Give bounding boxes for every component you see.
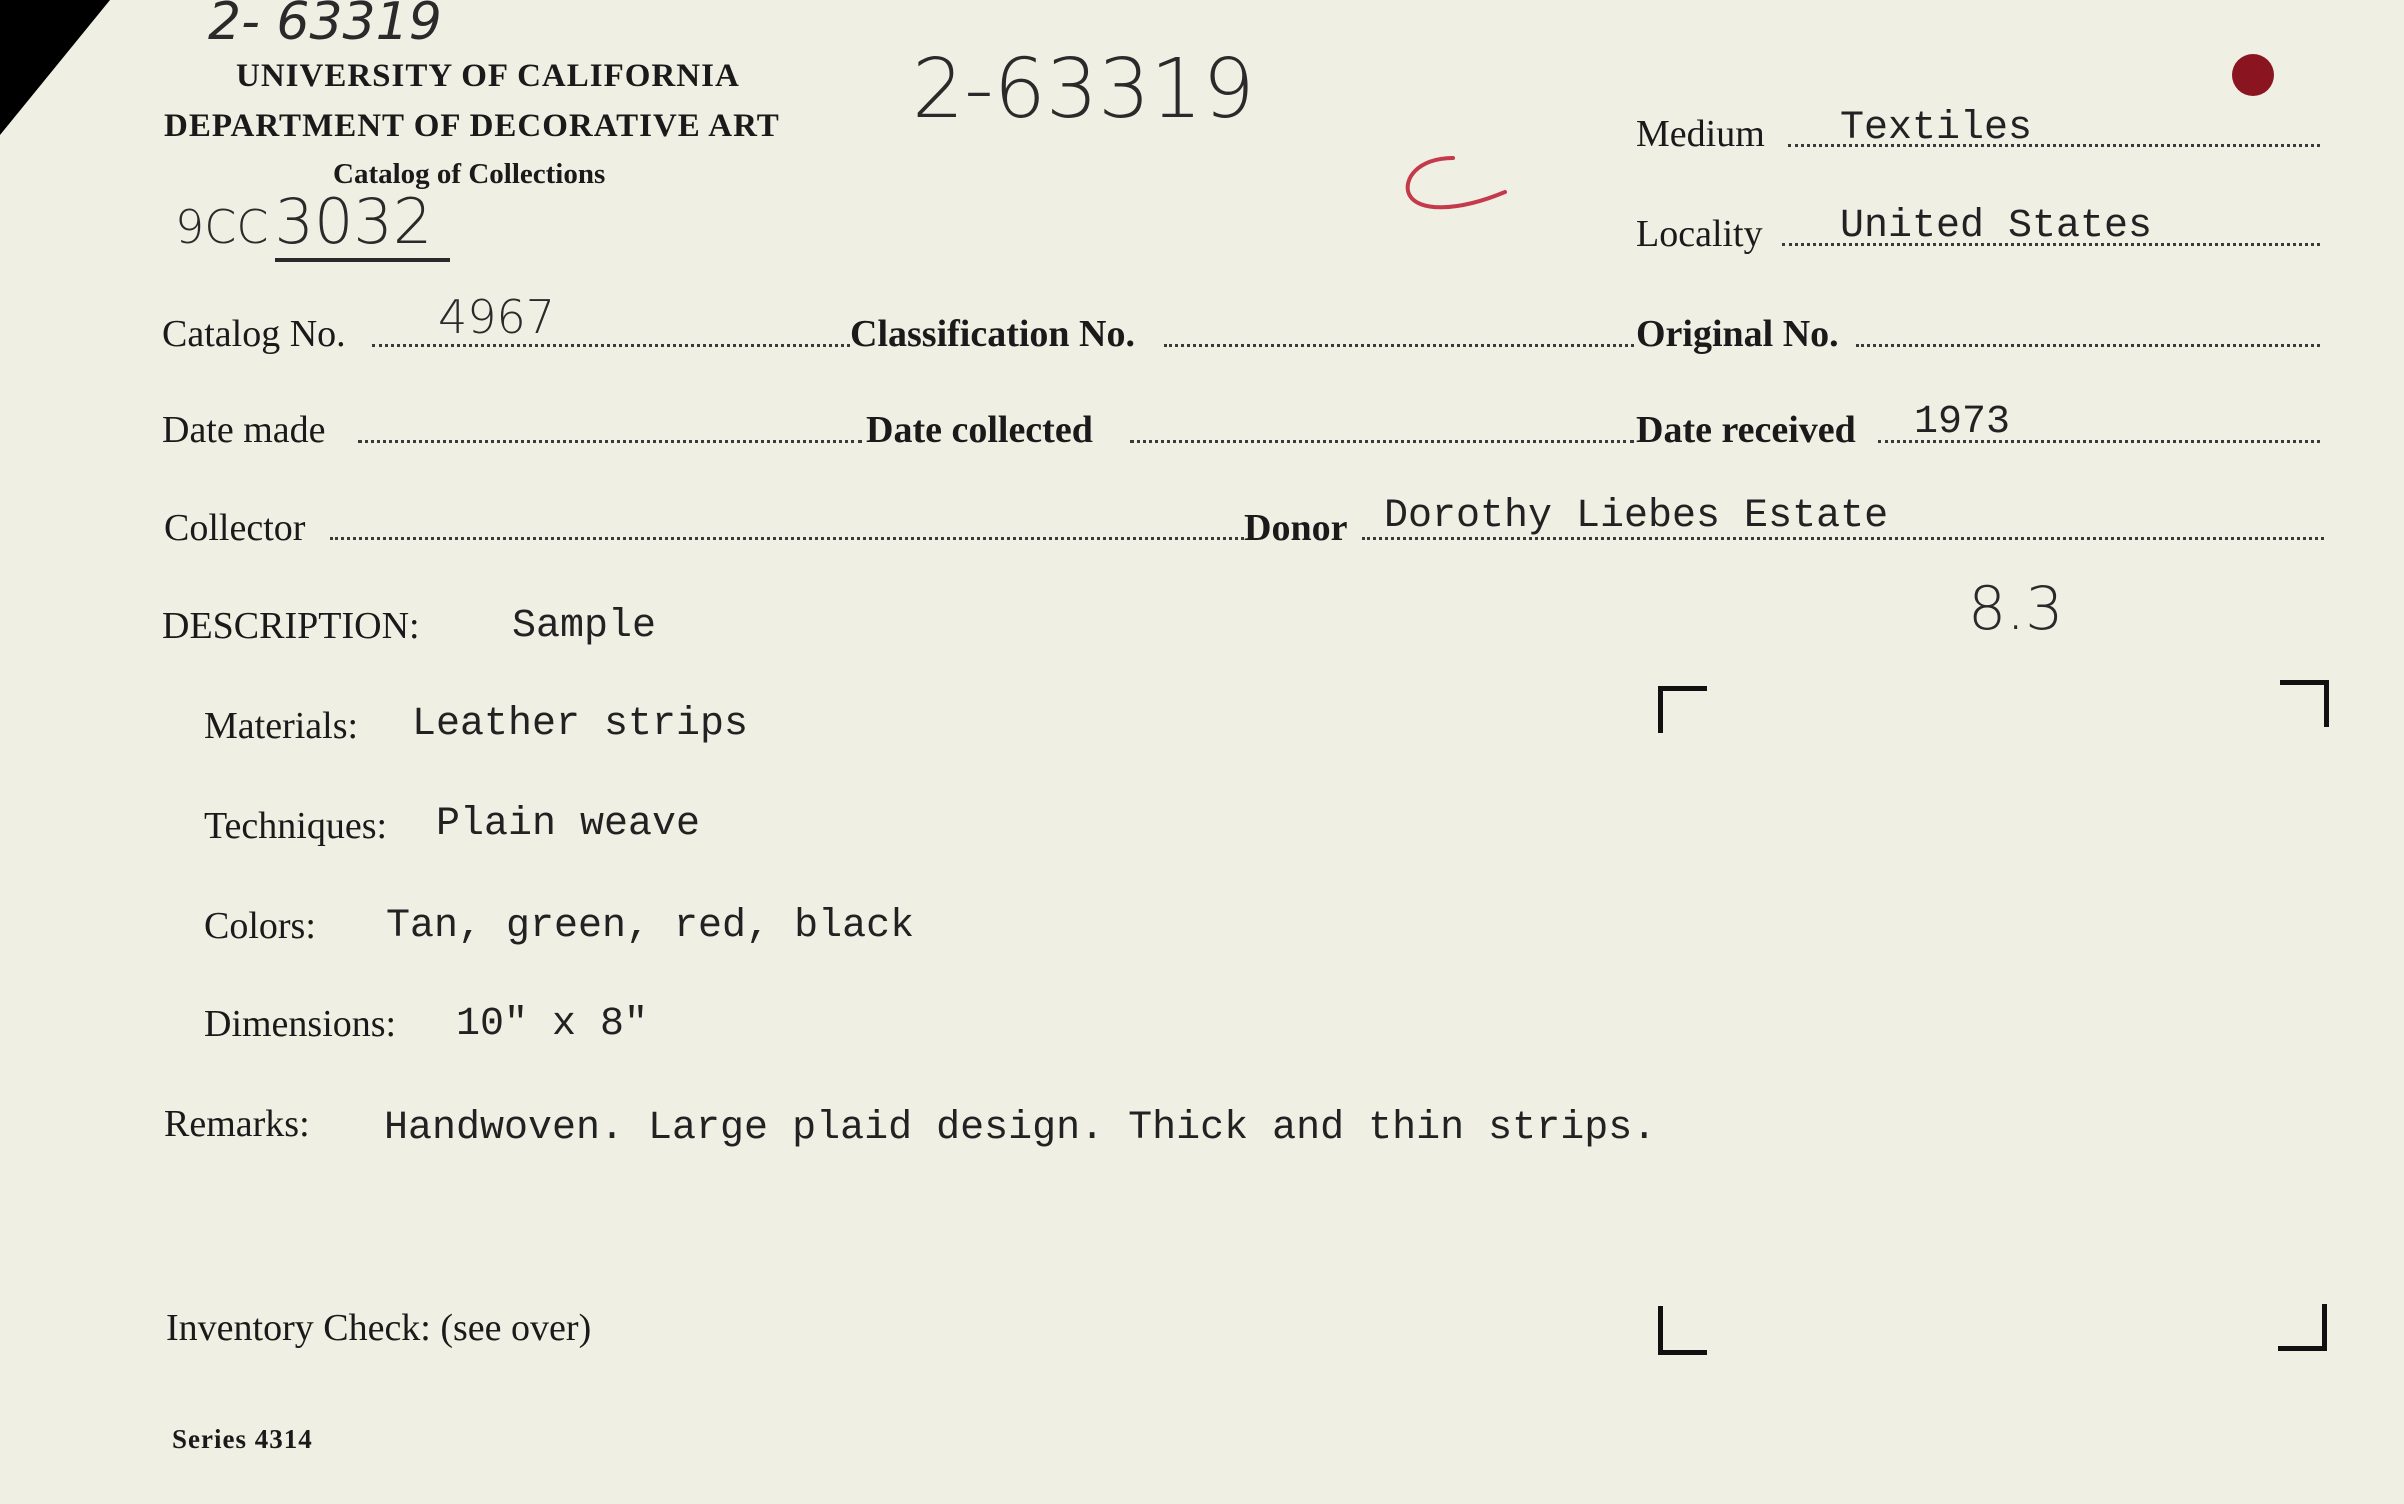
series-number: Series 4314: [172, 1424, 313, 1454]
description-label: DESCRIPTION:: [162, 605, 420, 647]
locality-label: Locality: [1636, 213, 1763, 255]
institution-name: UNIVERSITY OF CALIFORNIA: [236, 58, 740, 94]
materials-value: Leather strips: [412, 702, 749, 747]
date-made-dots: [358, 440, 862, 443]
inventory-check: Inventory Check: (see over): [166, 1307, 592, 1349]
date-collected-dots: [1130, 440, 1634, 443]
handwritten-number-large: 2-63319: [912, 42, 1255, 137]
medium-label: Medium: [1636, 113, 1765, 155]
donor-label: Donor: [1244, 507, 1348, 549]
classification-no-label: Classification No.: [850, 313, 1135, 355]
colors-value: Tan, green, red, black: [386, 904, 915, 949]
cut-corner: [0, 0, 110, 135]
red-dot-marker: [2232, 54, 2274, 96]
catalog-no-label: Catalog No.: [162, 313, 346, 355]
classification-no-dots: [1164, 344, 1634, 347]
photo-bracket-bottom-right: [2278, 1304, 2327, 1351]
handwritten-number-top: 2- 63319: [208, 0, 442, 52]
photo-bracket-top-left: [1658, 686, 1707, 733]
department-name: DEPARTMENT OF DECORATIVE ART: [164, 108, 780, 144]
collector-dots: [330, 537, 1244, 540]
catalog-no-value: 4967: [438, 290, 556, 344]
handwritten-number-right: 8.3: [1968, 574, 2064, 644]
handwritten-accession: [175, 185, 450, 258]
catalog-subtitle: Catalog of Collections: [333, 158, 606, 190]
dimensions-label: Dimensions:: [204, 1003, 397, 1045]
locality-value: United States: [1840, 204, 2153, 249]
techniques-label: Techniques:: [204, 805, 388, 847]
catalog-no-dots: [372, 344, 850, 347]
date-collected-label: Date collected: [866, 409, 1093, 451]
photo-bracket-top-right: [2280, 680, 2329, 727]
original-no-label: Original No.: [1636, 313, 1839, 355]
original-no-dots: [1856, 344, 2320, 347]
donor-value: Dorothy Liebes Estate: [1384, 494, 1889, 539]
materials-label: Materials:: [204, 705, 359, 747]
photo-bracket-bottom-left: [1658, 1306, 1707, 1355]
techniques-value: Plain weave: [436, 802, 701, 847]
date-received-label: Date received: [1636, 409, 1856, 451]
remarks-label: Remarks:: [164, 1103, 310, 1145]
handwritten-accession-prefix: 9CC: [175, 200, 269, 254]
collector-label: Collector: [164, 507, 306, 549]
date-received-value: 1973: [1914, 400, 2011, 445]
remarks-value: Handwoven. Large plaid design. Thick and thin strips.: [384, 1106, 1657, 1151]
handwritten-accession-number: 3032: [275, 185, 451, 262]
description-value: Sample: [512, 604, 657, 649]
medium-value: Textiles: [1840, 106, 2033, 151]
red-c-mark: [1395, 150, 1515, 220]
dimensions-value: 10" x 8": [456, 1002, 649, 1047]
date-made-label: Date made: [162, 409, 326, 451]
colors-label: Colors:: [204, 905, 316, 947]
